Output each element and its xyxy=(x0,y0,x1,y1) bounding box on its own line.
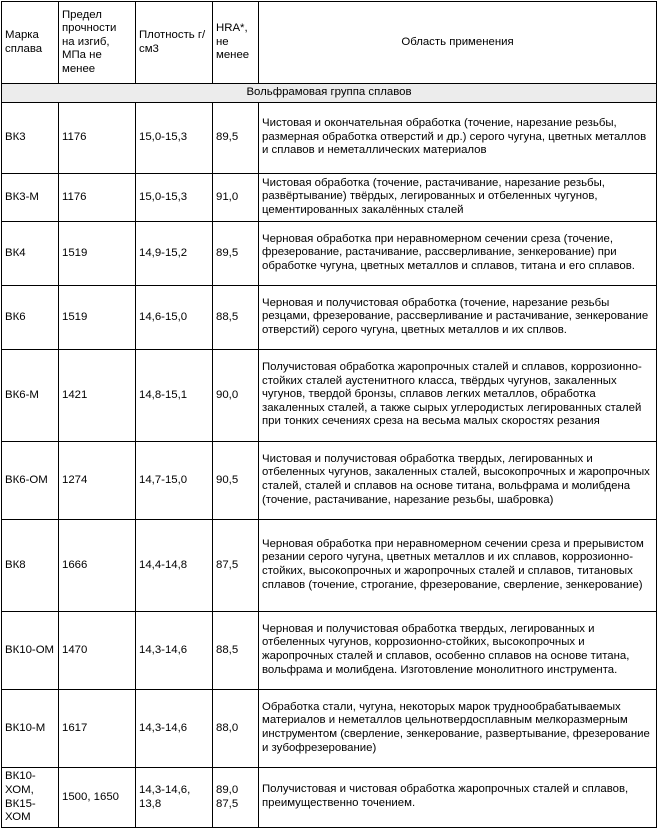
grade-cell: ВК6 xyxy=(2,286,59,350)
density-cell: 14,3-14,6 xyxy=(136,690,213,768)
strength-cell: 1519 xyxy=(59,222,136,286)
application-cell: Черновая обработка при неравномерном сечении среза и прерывистом резании серого чугуна, цветных металлов и их сплавов, коррозионно-стойких, высокопрочных и жаропрочных сталей и сплавов, титановых сплавов (точение, строгание, фрезерование, сверление, зенкерование) xyxy=(259,520,657,612)
grade-cell: ВК10-М xyxy=(2,690,59,768)
table-row xyxy=(2,690,657,768)
strength-cell: 1470 xyxy=(59,612,136,690)
table-row xyxy=(2,286,657,350)
hra-cell: 90,5 xyxy=(213,442,259,520)
density-cell: 15,0-15,3 xyxy=(136,174,213,222)
header-density: Плотность г/см3 xyxy=(136,2,213,84)
grade-cell: ВК10-ОМ xyxy=(2,612,59,690)
grade-cell: ВК10-ХОМ, ВК15-ХОМ xyxy=(2,768,59,828)
hra-cell: 90,0 xyxy=(213,350,259,442)
hra-cell: 89,0 87,5 xyxy=(213,768,259,828)
grade-cell: ВК6-ОМ xyxy=(2,442,59,520)
density-cell: 14,7-15,0 xyxy=(136,442,213,520)
hra-cell: 88,5 xyxy=(213,612,259,690)
header-application: Область применения xyxy=(259,2,657,84)
density-cell: 14,8-15,1 xyxy=(136,350,213,442)
hra-cell: 88,5 xyxy=(213,286,259,350)
density-cell: 14,3-14,6 xyxy=(136,612,213,690)
table-row xyxy=(2,442,657,520)
density-cell: 14,9-15,2 xyxy=(136,222,213,286)
header-row xyxy=(2,2,657,84)
grade-cell: ВК4 xyxy=(2,222,59,286)
group-row xyxy=(2,84,657,103)
alloy-table xyxy=(1,1,657,828)
strength-cell: 1274 xyxy=(59,442,136,520)
grade-cell: ВК3 xyxy=(2,103,59,174)
application-cell: Получистовая и чистовая обработка жаропрочных сталей и сплавов, преимущественно точением. xyxy=(259,768,657,828)
application-cell: Обработка стали, чугуна, некоторых марок труднообрабатываемых материалов и неметаллов цельнотвердосплавным мелкоразмерным инструментом (сверление, зенкерование, развертывание, фрезерование и зубофрезерование) xyxy=(259,690,657,768)
group-title: Вольфрамовая группа сплавов xyxy=(2,84,657,103)
hra-cell: 89,5 xyxy=(213,222,259,286)
header-strength: Предел прочности на изгиб, МПа не менее xyxy=(59,2,136,84)
density-cell: 14,4-14,8 xyxy=(136,520,213,612)
table-row xyxy=(2,612,657,690)
application-cell: Черновая и получистовая обработка твердых, легированных и отбеленных чугунов, коррозионно-стойких, высокопрочных и жаропрочных сталей и сплавов, особенно сплавов на основе титана, вольфрама и молибдена. Изготовление монолитного инструмента. xyxy=(259,612,657,690)
table-row xyxy=(2,520,657,612)
strength-cell: 1519 xyxy=(59,286,136,350)
density-cell: 15,0-15,3 xyxy=(136,103,213,174)
strength-cell: 1421 xyxy=(59,350,136,442)
table-row xyxy=(2,768,657,828)
application-cell: Черновая и получистовая обработка (точение, нарезание резьбы резцами, фрезерование, рассверливание и растачивание, зенкерование отверстий) серого чугуна, цветных металлов и их сплвов. xyxy=(259,286,657,350)
hra-cell: 91,0 xyxy=(213,174,259,222)
density-cell: 14,6-15,0 xyxy=(136,286,213,350)
strength-cell: 1176 xyxy=(59,103,136,174)
application-cell: Получистовая обработка жаропрочных сталей и сплавов, коррозионно-стойких сталей аустенитного класса, твёрдых чугунов, закаленных чугунов, твердой бронзы, сплавов легких металлов, обработка закаленных сталей, а также сырых углеродистых легированных сталей при тонких сечениях среза на весьма малых скоростях резания xyxy=(259,350,657,442)
table-row xyxy=(2,103,657,174)
grade-cell: ВК8 xyxy=(2,520,59,612)
strength-cell: 1666 xyxy=(59,520,136,612)
application-cell: Черновая обработка при неравномерном сечении среза (точение, фрезерование, растачивание, рассверливание, зенкерование) при обработке чугуна, цветных металлов и сплавов, титана и его сплавов. xyxy=(259,222,657,286)
strength-cell: 1176 xyxy=(59,174,136,222)
strength-cell: 1617 xyxy=(59,690,136,768)
application-cell: Чистовая и получистовая обработка твердых, легированных и отбеленных чугунов, закаленных сталей, высокопрочных и жаропрочных сталей, сталей и сплавов на основе титана, вольфрама и молибдена (точение, растачивание, нарезание резьбы, шабровка) xyxy=(259,442,657,520)
application-cell: Чистовая обработка (точение, растачивание, нарезание резьбы, развёртывание) твёрдых, легированных и отбеленных чугунов, цементированных закалённых сталей xyxy=(259,174,657,222)
density-cell: 14,3-14,6, 13,8 xyxy=(136,768,213,828)
hra-cell: 89,5 xyxy=(213,103,259,174)
application-cell: Чистовая и окончательная обработка (точение, нарезание резьбы, размерная обработка отверстий и др.) серого чугуна, цветных металлов и сплавов и неметаллических материалов xyxy=(259,103,657,174)
table-row xyxy=(2,350,657,442)
table-row xyxy=(2,174,657,222)
header-grade: Марка сплава xyxy=(2,2,59,84)
grade-cell: ВК6-М xyxy=(2,350,59,442)
hra-cell: 87,5 xyxy=(213,520,259,612)
table-row xyxy=(2,222,657,286)
strength-cell: 1500, 1650 xyxy=(59,768,136,828)
hra-cell: 88,0 xyxy=(213,690,259,768)
header-hra: HRA*, не менее xyxy=(213,2,259,84)
grade-cell: ВК3-М xyxy=(2,174,59,222)
